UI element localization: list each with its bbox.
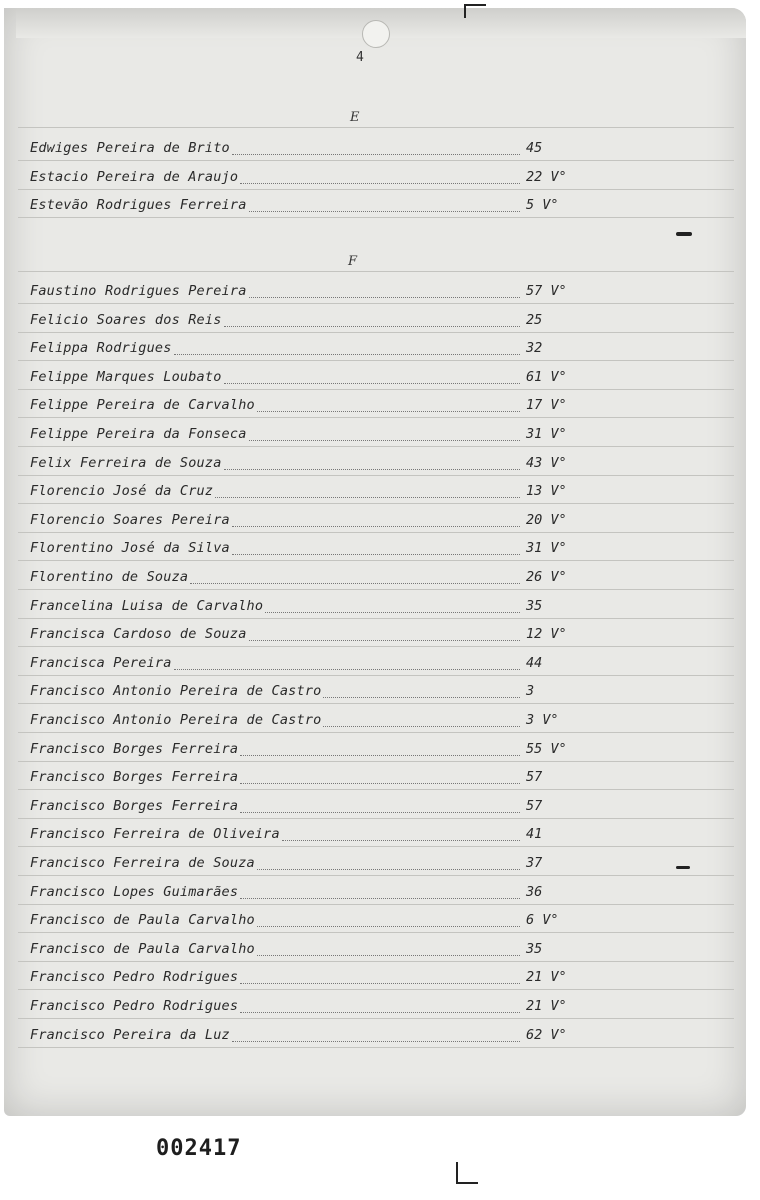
ledger-line: [18, 961, 734, 962]
ledger-line: [18, 1047, 734, 1048]
entry-name: Francisco Borges Ferreira: [30, 797, 239, 814]
entry-name: Florentino de Souza: [30, 569, 189, 585]
entry-name: Francisco Lopes Guimarães: [30, 883, 239, 900]
ledger-line: [18, 360, 734, 361]
entry-folio: 31 V°: [526, 426, 567, 442]
dotted-leader: [240, 783, 520, 784]
entry-folio: 45: [526, 140, 543, 156]
dotted-leader: [224, 383, 520, 384]
ledger-line: [18, 475, 734, 476]
ledger-line: [18, 789, 734, 790]
ledger-line: [18, 818, 734, 819]
entry-name: Francelina Luisa de Carvalho: [30, 597, 264, 614]
crop-mark-bottom-vertical: [456, 1162, 458, 1184]
ledger-line: [18, 875, 734, 876]
ledger-line: [18, 446, 734, 447]
dotted-leader: [240, 755, 520, 756]
archive-stamp-number: 002417: [156, 1136, 242, 1161]
dotted-leader: [232, 554, 520, 555]
dotted-leader: [240, 812, 520, 813]
entry-name: Felix Ferreira de Souza: [30, 454, 222, 471]
entry-folio: 3 V°: [526, 712, 559, 728]
dotted-leader: [240, 1012, 520, 1013]
index-entry-row: [0, 626, 742, 646]
ledger-line: [18, 675, 734, 676]
entry-name: Francisco de Paula Carvalho: [30, 940, 255, 957]
entry-name: Francisco Pereira da Luz: [30, 1026, 230, 1043]
ledger-line: [18, 189, 734, 190]
entry-folio: 13 V°: [526, 483, 567, 500]
index-entry-row: [0, 683, 742, 703]
entry-folio: 21 V°: [526, 998, 567, 1014]
entry-folio: 41: [526, 826, 543, 843]
entry-folio: 21 V°: [526, 969, 567, 986]
entry-name: Felippe Pereira de Carvalho: [30, 397, 255, 414]
entry-folio: 57 V°: [526, 283, 567, 299]
dotted-leader: [232, 526, 520, 527]
dotted-leader: [174, 354, 520, 355]
entry-folio: 22 V°: [526, 168, 567, 185]
section-rule: [18, 127, 734, 128]
index-entry-row: [0, 655, 742, 675]
crop-mark-top-horizontal: [464, 4, 486, 6]
entry-folio: 43 V°: [526, 454, 567, 471]
entry-name: Francisca Cardoso de Souza: [30, 626, 247, 643]
index-entry-row: [0, 569, 742, 589]
entry-folio: 55 V°: [526, 740, 567, 757]
entry-name: Francisco Antonio Pereira de Castro: [30, 683, 322, 700]
ledger-line: [18, 761, 734, 762]
dotted-leader: [215, 497, 520, 498]
dotted-leader: [240, 183, 520, 184]
entry-folio: 35: [526, 940, 543, 957]
index-entry-row: [0, 912, 742, 932]
dotted-leader: [282, 840, 520, 841]
index-entry-row: [0, 169, 742, 189]
entry-name: Edwiges Pereira de Brito: [30, 140, 230, 156]
index-entry-row: [0, 540, 742, 560]
ledger-line: [18, 560, 734, 561]
ledger-line: [18, 389, 734, 390]
section-rule: [18, 271, 734, 272]
dotted-leader: [249, 640, 520, 641]
dotted-leader: [240, 898, 520, 899]
dotted-leader: [232, 1041, 520, 1042]
dotted-leader: [249, 440, 520, 441]
ledger-line: [18, 332, 734, 333]
entry-name: Felicio Soares dos Reis: [30, 311, 222, 328]
ledger-line: [18, 932, 734, 933]
index-entry-row: [0, 1027, 742, 1047]
index-entry-row: [0, 798, 742, 818]
entry-name: Felippe Pereira da Fonseca: [30, 426, 247, 442]
entry-folio: 32: [526, 340, 543, 357]
entry-folio: 57: [526, 797, 543, 814]
entry-name: Florentino José da Silva: [30, 540, 230, 557]
index-entry-row: [0, 283, 742, 303]
entry-folio: 35: [526, 597, 543, 614]
index-entry-row: [0, 512, 742, 532]
entry-folio: 3: [526, 683, 535, 700]
dotted-leader: [265, 612, 520, 613]
dotted-leader: [190, 583, 520, 584]
dotted-leader: [257, 955, 520, 956]
ledger-line: [18, 217, 734, 218]
section-letter: E: [350, 110, 360, 125]
index-entry-row: [0, 998, 742, 1018]
dotted-leader: [232, 154, 520, 155]
crop-mark-bottom-horizontal: [456, 1182, 478, 1184]
ledger-line: [18, 904, 734, 905]
dotted-leader: [257, 411, 520, 412]
dotted-leader: [240, 983, 520, 984]
index-entry-row: [0, 369, 742, 389]
dotted-leader: [174, 669, 520, 670]
entry-name: Florencio José da Cruz: [30, 483, 214, 500]
dotted-leader: [257, 869, 520, 870]
dotted-leader: [323, 726, 520, 727]
entry-name: Florencio Soares Pereira: [30, 511, 230, 528]
entry-name: Francisca Pereira: [30, 654, 172, 671]
index-entry-row: [0, 769, 742, 789]
ledger-line: [18, 732, 734, 733]
entry-folio: 57: [526, 769, 543, 786]
index-entry-row: [0, 969, 742, 989]
ledger-line: [18, 1018, 734, 1019]
index-entry-row: [0, 941, 742, 961]
entry-folio: 26 V°: [526, 569, 567, 585]
index-entry-row: [0, 197, 742, 217]
punch-hole: [362, 20, 390, 48]
section-letter: F: [348, 254, 358, 269]
entry-folio: 6 V°: [526, 912, 559, 929]
entry-name: Faustino Rodrigues Pereira: [30, 283, 247, 299]
ledger-line: [18, 646, 734, 647]
index-entry-row: [0, 455, 742, 475]
entry-name: Francisco de Paula Carvalho: [30, 912, 255, 929]
dotted-leader: [323, 697, 520, 698]
entry-folio: 61 V°: [526, 368, 567, 385]
entry-name: Francisco Antonio Pereira de Castro: [30, 712, 322, 728]
entry-name: Estevão Rodrigues Ferreira: [30, 197, 247, 214]
dotted-leader: [249, 297, 520, 298]
entry-name: Felippe Marques Loubato: [30, 368, 222, 385]
page-number: 4: [356, 50, 364, 65]
dotted-leader: [249, 211, 520, 212]
ledger-line: [18, 703, 734, 704]
index-entry-row: [0, 397, 742, 417]
dotted-leader: [257, 926, 520, 927]
entry-folio: 37: [526, 855, 543, 871]
ledger-line: [18, 417, 734, 418]
index-entry-row: [0, 598, 742, 618]
entry-name: Francisco Pedro Rodrigues: [30, 969, 239, 986]
entry-folio: 31 V°: [526, 540, 567, 557]
entry-folio: 12 V°: [526, 626, 567, 643]
entry-folio: 17 V°: [526, 397, 567, 414]
entry-folio: 44: [526, 654, 543, 671]
entry-name: Francisco Pedro Rodrigues: [30, 998, 239, 1014]
entry-name: Francisco Borges Ferreira: [30, 769, 239, 786]
ledger-line: [18, 618, 734, 619]
ledger-line: [18, 532, 734, 533]
index-entry-row: [0, 826, 742, 846]
index-entry-row: [0, 884, 742, 904]
ledger-line: [18, 503, 734, 504]
index-entry-row: [0, 140, 742, 160]
ledger-line: [18, 589, 734, 590]
dotted-leader: [224, 469, 520, 470]
entry-name: Felippa Rodrigues: [30, 340, 172, 357]
index-entry-row: [0, 312, 742, 332]
index-entry-row: [0, 483, 742, 503]
entry-folio: 62 V°: [526, 1026, 567, 1043]
entry-name: Estacio Pereira de Araujo: [30, 168, 239, 185]
dotted-leader: [224, 326, 520, 327]
ledger-line: [18, 303, 734, 304]
index-entry-row: [0, 426, 742, 446]
entry-folio: 20 V°: [526, 511, 567, 528]
index-entry-row: [0, 712, 742, 732]
entry-folio: 5 V°: [526, 197, 559, 214]
ledger-line: [18, 846, 734, 847]
entry-folio: 25: [526, 311, 543, 328]
entry-name: Francisco Ferreira de Oliveira: [30, 826, 280, 843]
ink-smudge: [676, 232, 692, 236]
index-entry-row: [0, 741, 742, 761]
index-entry-row: [0, 340, 742, 360]
index-entry-row: [0, 855, 742, 875]
ledger-line: [18, 160, 734, 161]
entry-name: Francisco Borges Ferreira: [30, 740, 239, 757]
entry-folio: 36: [526, 883, 543, 900]
crop-mark-top-vertical: [464, 4, 466, 18]
entry-name: Francisco Ferreira de Souza: [30, 855, 255, 871]
ledger-line: [18, 989, 734, 990]
